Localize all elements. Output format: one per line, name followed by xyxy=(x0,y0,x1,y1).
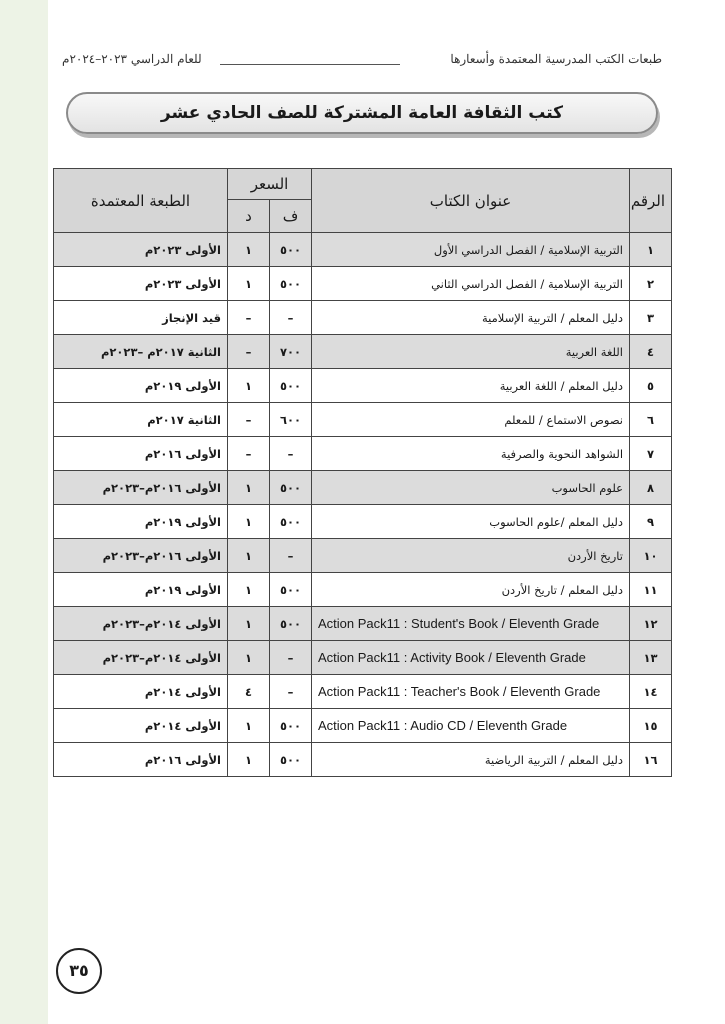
row-number: ٩ xyxy=(630,505,672,539)
row-book-title: التربية الإسلامية / الفصل الدراسي الأول xyxy=(312,233,630,267)
row-price-dinar: ١ xyxy=(228,709,270,743)
row-number: ١٣ xyxy=(630,641,672,675)
page-side-strip xyxy=(0,0,48,1024)
row-number: ٢ xyxy=(630,267,672,301)
row-price-fils: ٥٠٠ xyxy=(270,709,312,743)
row-price-fils: ٧٠٠ xyxy=(270,335,312,369)
table-row xyxy=(54,267,672,301)
row-number: ١ xyxy=(630,233,672,267)
row-edition: الثانية ٢٠١٧م xyxy=(54,403,228,437)
header-book-title: عنوان الكتاب xyxy=(312,169,630,233)
row-price-dinar: ١ xyxy=(228,641,270,675)
row-price-fils: ٥٠٠ xyxy=(270,607,312,641)
row-number: ٣ xyxy=(630,301,672,335)
row-book-title: Action Pack11 : Teacher's Book / Eleventh Grade xyxy=(312,675,630,709)
header-fils: ف xyxy=(270,200,312,233)
running-header-rule xyxy=(220,64,400,65)
table-row xyxy=(54,743,672,777)
row-number: ٤ xyxy=(630,335,672,369)
table-row xyxy=(54,471,672,505)
row-book-title: التربية الإسلامية / الفصل الدراسي الثاني xyxy=(312,267,630,301)
row-price-fils: ٥٠٠ xyxy=(270,573,312,607)
row-number: ١٦ xyxy=(630,743,672,777)
row-number: ١١ xyxy=(630,573,672,607)
row-price-fils: ٥٠٠ xyxy=(270,267,312,301)
row-number: ٨ xyxy=(630,471,672,505)
row-edition: الأولى ٢٠١٤م–٢٠٢٣م xyxy=(54,607,228,641)
row-edition: الأولى ٢٠١٦م xyxy=(54,743,228,777)
row-price-fils: – xyxy=(270,675,312,709)
row-price-fils: ٥٠٠ xyxy=(270,505,312,539)
row-price-fils: – xyxy=(270,539,312,573)
row-price-fils: ٦٠٠ xyxy=(270,403,312,437)
row-edition: الأولى ٢٠١٦م–٢٠٢٣م xyxy=(54,471,228,505)
row-price-dinar: ١ xyxy=(228,607,270,641)
table-row xyxy=(54,675,672,709)
row-book-title: دليل المعلم / التربية الإسلامية xyxy=(312,301,630,335)
row-book-title: Action Pack11 : Activity Book / Eleventh Grade xyxy=(312,641,630,675)
row-price-dinar: ١ xyxy=(228,743,270,777)
row-price-dinar: ١ xyxy=(228,505,270,539)
table-row xyxy=(54,369,672,403)
table-row xyxy=(54,607,672,641)
page-number: ٣٥ xyxy=(56,948,102,994)
table-row xyxy=(54,301,672,335)
running-header-title: طبعات الكتب المدرسية المعتمدة وأسعارها xyxy=(450,52,662,66)
row-edition: قيد الإنجاز xyxy=(54,301,228,335)
row-book-title: دليل المعلم / التربية الرياضية xyxy=(312,743,630,777)
header-dinar: د xyxy=(228,200,270,233)
row-price-fils: – xyxy=(270,437,312,471)
running-header-year: للعام الدراسي ٢٠٢٣–٢٠٢٤م xyxy=(62,52,202,66)
row-edition: الأولى ٢٠٢٣م xyxy=(54,233,228,267)
row-price-fils: – xyxy=(270,301,312,335)
table-row xyxy=(54,709,672,743)
table-row xyxy=(54,437,672,471)
row-price-dinar: – xyxy=(228,301,270,335)
row-number: ١٢ xyxy=(630,607,672,641)
row-number: ٥ xyxy=(630,369,672,403)
row-price-fils: ٥٠٠ xyxy=(270,743,312,777)
table-row xyxy=(54,233,672,267)
table-row xyxy=(54,641,672,675)
row-book-title: نصوص الاستماع / للمعلم xyxy=(312,403,630,437)
table-row xyxy=(54,505,672,539)
row-number: ٧ xyxy=(630,437,672,471)
row-number: ٦ xyxy=(630,403,672,437)
row-edition: الثانية ٢٠١٧م –٢٠٢٣م xyxy=(54,335,228,369)
row-price-dinar: ١ xyxy=(228,539,270,573)
row-book-title: اللغة العربية xyxy=(312,335,630,369)
header-edition: الطبعة المعتمدة xyxy=(54,169,228,233)
row-price-dinar: ١ xyxy=(228,267,270,301)
row-book-title: Action Pack11 : Audio CD / Eleventh Grade xyxy=(312,709,630,743)
header-price: السعر xyxy=(228,169,312,200)
row-edition: الأولى ٢٠٢٣م xyxy=(54,267,228,301)
row-edition: الأولى ٢٠١٦م xyxy=(54,437,228,471)
row-edition: الأولى ٢٠١٩م xyxy=(54,369,228,403)
row-number: ١٤ xyxy=(630,675,672,709)
row-number: ١٥ xyxy=(630,709,672,743)
row-price-dinar: ١ xyxy=(228,233,270,267)
row-edition: الأولى ٢٠١٩م xyxy=(54,573,228,607)
row-price-fils: ٥٠٠ xyxy=(270,471,312,505)
row-price-dinar: – xyxy=(228,335,270,369)
table-row xyxy=(54,573,672,607)
row-edition: الأولى ٢٠١٦م–٢٠٢٣م xyxy=(54,539,228,573)
books-table xyxy=(53,168,672,777)
row-book-title: الشواهد النحوية والصرفية xyxy=(312,437,630,471)
row-book-title: علوم الحاسوب xyxy=(312,471,630,505)
table-row xyxy=(54,403,672,437)
row-number: ١٠ xyxy=(630,539,672,573)
row-price-dinar: – xyxy=(228,437,270,471)
running-header xyxy=(62,50,662,72)
row-edition: الأولى ٢٠١٤م–٢٠٢٣م xyxy=(54,641,228,675)
table-row xyxy=(54,539,672,573)
row-price-fils: ٥٠٠ xyxy=(270,233,312,267)
row-book-title: دليل المعلم /علوم الحاسوب xyxy=(312,505,630,539)
row-edition: الأولى ٢٠١٤م xyxy=(54,675,228,709)
row-price-dinar: ١ xyxy=(228,573,270,607)
row-edition: الأولى ٢٠١٩م xyxy=(54,505,228,539)
row-price-dinar: – xyxy=(228,403,270,437)
row-book-title: تاريخ الأردن xyxy=(312,539,630,573)
header-number: الرقم xyxy=(630,169,672,233)
row-price-dinar: ٤ xyxy=(228,675,270,709)
row-price-fils: ٥٠٠ xyxy=(270,369,312,403)
row-edition: الأولى ٢٠١٤م xyxy=(54,709,228,743)
row-price-dinar: ١ xyxy=(228,471,270,505)
page-title: كتب الثقافة العامة المشتركة للصف الحادي عشر xyxy=(66,92,658,134)
row-book-title: دليل المعلم / اللغة العربية xyxy=(312,369,630,403)
table-row xyxy=(54,335,672,369)
row-price-fils: – xyxy=(270,641,312,675)
row-book-title: دليل المعلم / تاريخ الأردن xyxy=(312,573,630,607)
row-book-title: Action Pack11 : Student's Book / Eleventh Grade xyxy=(312,607,630,641)
row-price-dinar: ١ xyxy=(228,369,270,403)
